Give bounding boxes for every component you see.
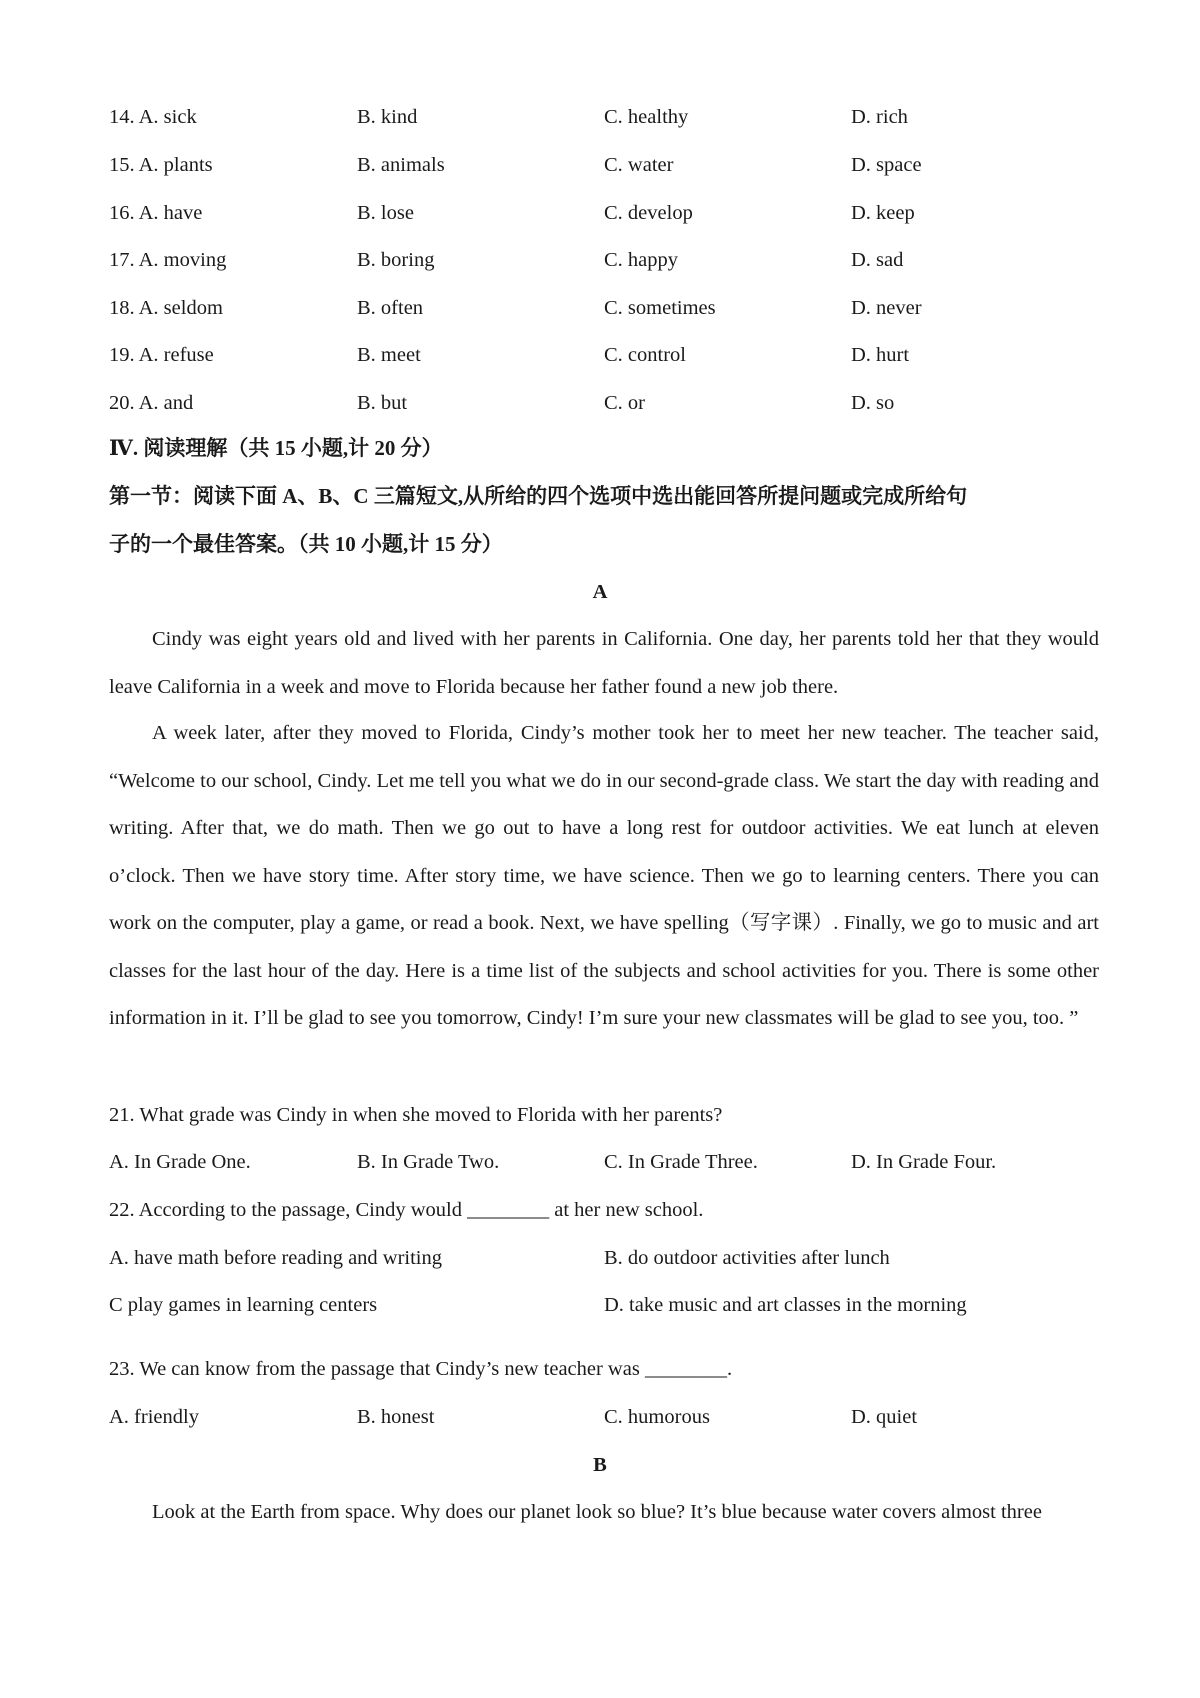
option-b: B. animals xyxy=(357,154,445,176)
option-c: C. or xyxy=(604,392,645,414)
passage-a-paragraph-1: Cindy was eight years old and lived with her parents in California. One day, her parents told her that they would leave California in a week and move to Florida because her father found a new job there. xyxy=(109,628,1099,698)
option-a: 14. A. sick xyxy=(109,106,197,128)
section-instruction-line2: 子的一个最佳答案。（共 10 小题,计 15 分） xyxy=(109,532,503,556)
choice-row-19 xyxy=(109,331,1099,379)
option-b: B. often xyxy=(357,297,424,319)
option-a: A. In Grade One. xyxy=(109,1151,251,1173)
option-c: C. happy xyxy=(604,249,679,271)
option-b: B. but xyxy=(357,392,408,414)
option-a: A. have math before reading and writing xyxy=(109,1247,443,1269)
option-b: B. kind xyxy=(357,106,418,128)
option-d: D. take music and art classes in the morning xyxy=(604,1294,967,1316)
option-b: B. meet xyxy=(357,344,421,366)
choice-row-20 xyxy=(109,379,1099,427)
passage-a-label: A xyxy=(592,581,608,603)
option-c: C. develop xyxy=(604,202,693,224)
option-a: 16. A. have xyxy=(109,202,203,224)
question-22-options-row2 xyxy=(109,1281,1099,1329)
option-c: C. healthy xyxy=(604,106,689,128)
option-d: D. quiet xyxy=(851,1406,918,1428)
option-b: B. honest xyxy=(357,1406,435,1428)
section-title: Ⅳ. 阅读理解（共 15 小题,计 20 分） xyxy=(109,436,443,460)
option-b: B. boring xyxy=(357,249,435,271)
option-d: D. space xyxy=(851,154,922,176)
question-22-options-row1 xyxy=(109,1234,1099,1282)
question-21-stem: 21. What grade was Cindy in when she moved to Florida with her parents? xyxy=(109,1104,723,1126)
choice-row-17 xyxy=(109,236,1099,284)
passage-b-paragraph-1: Look at the Earth from space. Why does our planet look so blue? It’s blue because water covers almost three xyxy=(152,1501,1042,1523)
option-a: 15. A. plants xyxy=(109,154,213,176)
section-instruction-line1: 第一节：阅读下面 A、B、C 三篇短文,从所给的四个选项中选出能回答所提问题或完成所给句 xyxy=(109,484,968,508)
option-d: D. In Grade Four. xyxy=(851,1151,997,1173)
choice-row-18 xyxy=(109,284,1099,332)
option-c: C. sometimes xyxy=(604,297,716,319)
option-c: C play games in learning centers xyxy=(109,1294,378,1316)
option-d: D. sad xyxy=(851,249,904,271)
passage-b-label: B xyxy=(593,1454,607,1476)
question-22-stem: 22. According to the passage, Cindy would ________ at her new school. xyxy=(109,1199,704,1221)
option-c: C. In Grade Three. xyxy=(604,1151,758,1173)
option-a: 17. A. moving xyxy=(109,249,227,271)
option-a: 19. A. refuse xyxy=(109,344,214,366)
option-c: C. water xyxy=(604,154,674,176)
option-b: B. In Grade Two. xyxy=(357,1151,500,1173)
option-d: D. keep xyxy=(851,202,915,224)
option-d: D. never xyxy=(851,297,922,319)
choice-row-14 xyxy=(109,93,1099,141)
option-a: A. friendly xyxy=(109,1406,199,1428)
option-d: D. hurt xyxy=(851,344,910,366)
question-23-options xyxy=(109,1393,1099,1441)
option-c: C. control xyxy=(604,344,686,366)
question-23-stem: 23. We can know from the passage that Cindy’s new teacher was ________. xyxy=(109,1358,733,1380)
passage-a-paragraph-2: A week later, after they moved to Florida, Cindy’s mother took her to meet her new teacher. The teacher said, “Welcome to our school, Cindy. Let me tell you what we do in our second-grade class. We start the day with reading and writing. After that, we do math. Then we go out to have a long rest for outdoor activities. We eat lunch at eleven o’clock. Then we have story time. After story time, we have science. Then we go to learning centers. There you can work on the computer, play a game, or read a book. Next, we have spelling（写字课）. Finally, we go to music and art classes for the last hour of the day. Here is a time list of the subjects and school activities for you. There is some other information in it. I’ll be glad to see you tomorrow, Cindy! I’m sure your new classmates will be glad to see you, too. ” xyxy=(109,722,1099,1029)
option-b: B. lose xyxy=(357,202,414,224)
option-a: 20. A. and xyxy=(109,392,194,414)
option-d: D. so xyxy=(851,392,895,414)
question-21-options xyxy=(109,1138,1099,1186)
option-c: C. humorous xyxy=(604,1406,710,1428)
option-d: D. rich xyxy=(851,106,908,128)
choice-row-16 xyxy=(109,189,1099,237)
option-a: 18. A. seldom xyxy=(109,297,223,319)
choice-row-15 xyxy=(109,141,1099,189)
option-b: B. do outdoor activities after lunch xyxy=(604,1247,890,1269)
